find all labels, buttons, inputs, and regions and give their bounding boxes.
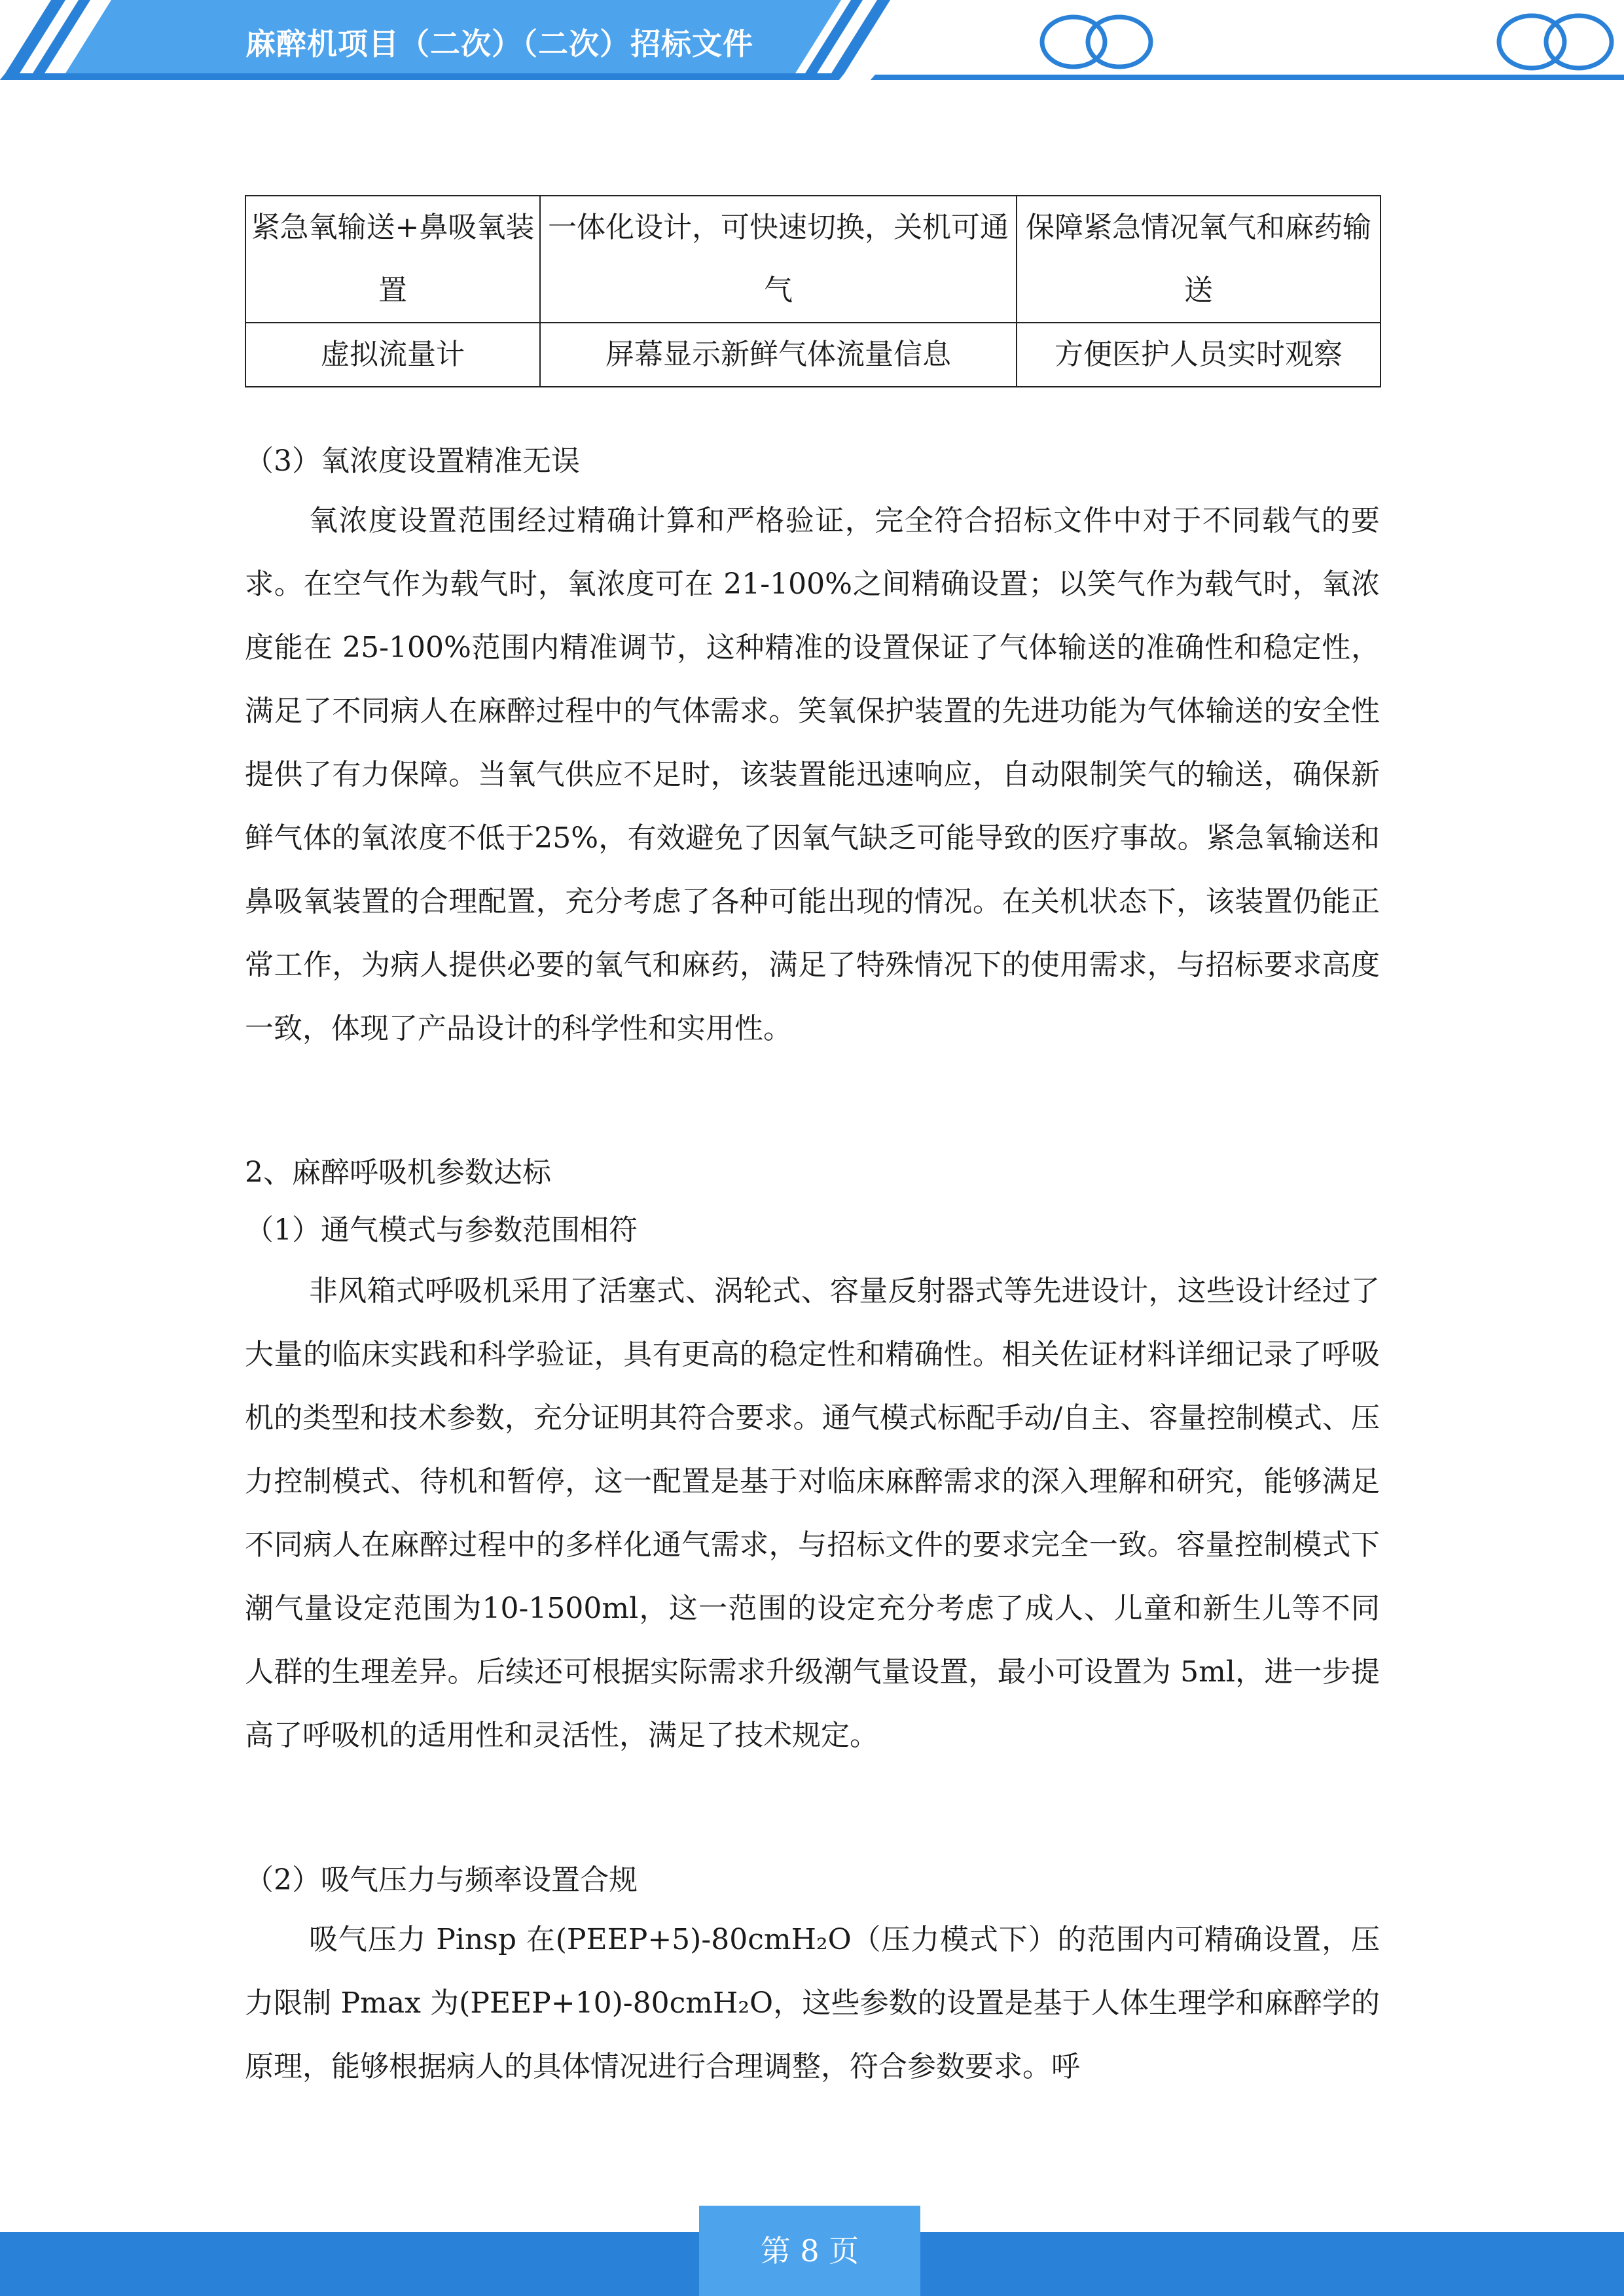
page-number: 第 8 页 bbox=[699, 2206, 920, 2296]
table-cell: 保障紧急情况氧气和麻药输送 bbox=[1017, 196, 1380, 323]
table-cell: 屏幕显示新鲜气体流量信息 bbox=[540, 323, 1017, 387]
spec-table bbox=[245, 195, 1381, 387]
paragraph-oxygen-concentration: 氧浓度设置范围经过精确计算和严格验证，完全符合招标文件中对于不同载气的要求。在空气作为载气时，氧浓度可在 21-100%之间精确设置；以笑气作为载气时，氧浓度能在 25-100%范围内精准调节，这种精准的设置保证了气体输送的准确性和稳定性，满足了不同病人在麻醉过程中的气体需求。笑氧保护装置的先进功能为气体输送的安全性提供了有力保障。当氧气供应不足时，该装置能迅速响应，自动限制笑气的输送，确保新鲜气体的氧浓度不低于25%，有效避免了因氧气缺乏可能导致的医疗事故。紧急氧输送和鼻吸氧装置的合理配置，充分考虑了各种可能出现的情况。在关机状态下，该装置仍能正常工作，为病人提供必要的氧气和麻药，满足了特殊情况下的使用需求，与招标要求高度一致，体现了产品设计的科学性和实用性。 bbox=[245, 504, 1380, 1045]
table-cell: 紧急氧输送+鼻吸氧装置 bbox=[245, 196, 540, 323]
page-header bbox=[0, 0, 1624, 85]
paragraph-pressure-frequency: 吸气压力 Pinsp 在(PEEP+5)-80cmH₂O（压力模式下）的范围内可精确设置，压力限制 Pmax 为(PEEP+10)-80cmH₂O，这些参数的设置是基于人体生理学和麻醉学的原理，能够根据病人的具体情况进行合理调整，符合参数要求。呼 bbox=[245, 1923, 1380, 2083]
double-ring-logo-icon bbox=[1042, 16, 1612, 68]
table-cell: 方便医护人员实时观察 bbox=[1017, 323, 1380, 387]
table-row bbox=[245, 323, 1380, 387]
section-heading-ventilator: 2、麻醉呼吸机参数达标 bbox=[245, 1156, 551, 1189]
paragraph-ventilation-modes: 非风箱式呼吸机采用了活塞式、涡轮式、容量反射器式等先进设计，这些设计经过了大量的临床实践和科学验证，具有更高的稳定性和精确性。相关佐证材料详细记录了呼吸机的类型和技术参数，充分证明其符合要求。通气模式标配手动/自主、容量控制模式、压力控制模式、待机和暂停，这一配置是基于对临床麻醉需求的深入理解和研究，能够满足不同病人在麻醉过程中的多样化通气需求，与招标文件的要求完全一致。容量控制模式下潮气量设定范围为10-1500ml，这一范围的设定充分考虑了成人、儿童和新生儿等不同人群的生理差异。后续还可根据实际需求升级潮气量设置，最小可设置为 5ml，进一步提高了呼吸机的适用性和灵活性，满足了技术规定。 bbox=[245, 1274, 1380, 1752]
table-cell: 一体化设计，可快速切换，关机可通气 bbox=[540, 196, 1017, 323]
section-heading-oxygen-concentration: （3）氧浓度设置精准无误 bbox=[245, 444, 580, 478]
document-title: 麻醉机项目（二次）（二次）招标文件 bbox=[245, 26, 753, 62]
table-row bbox=[245, 196, 1380, 323]
section-heading-ventilation-modes: （1）通气模式与参数范围相符 bbox=[245, 1213, 638, 1247]
header-decoration bbox=[0, 0, 1624, 85]
table-cell: 虚拟流量计 bbox=[245, 323, 540, 387]
section-heading-pressure-frequency: （2）吸气压力与频率设置合规 bbox=[245, 1863, 638, 1897]
